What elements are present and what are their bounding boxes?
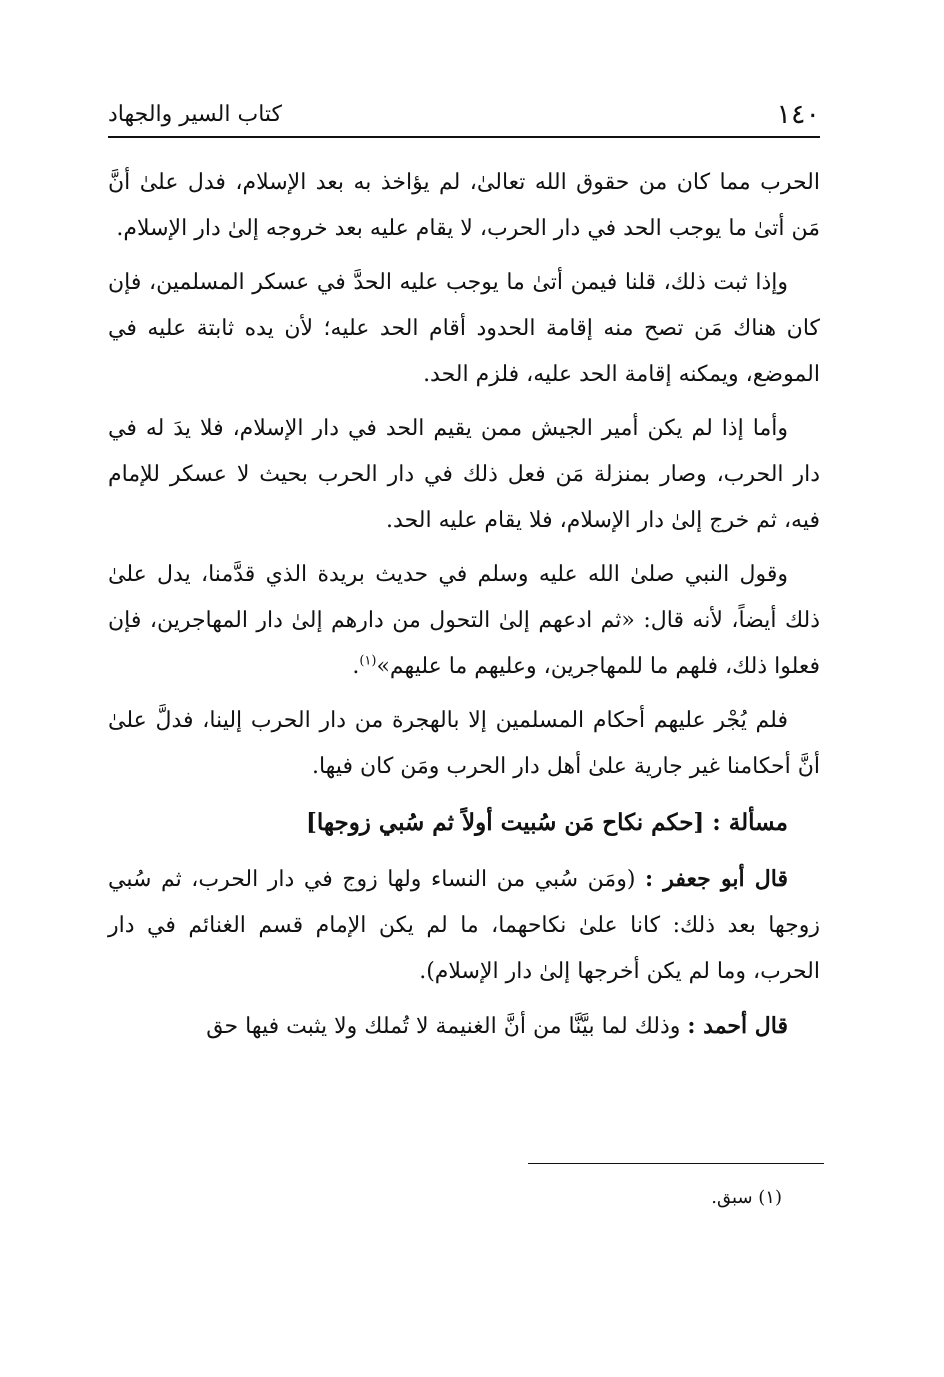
speaker-abu-jafar: قال أبو جعفر : — [644, 866, 788, 892]
paragraph-7 — [108, 1003, 820, 1050]
speaker-ahmad: قال أحمد : — [687, 1013, 788, 1039]
paragraph-7-text: وذلك لما بيَّنَّا من أنَّ الغنيمة لا تُملك ولا يثبت فيها حق — [206, 1014, 688, 1039]
paragraph-4 — [108, 552, 820, 690]
paragraph-4-end: . — [352, 654, 360, 679]
page-number: ١٤٠ — [776, 98, 820, 130]
paragraph-4-text: وقول النبي صلىٰ الله عليه وسلم في حديث بريدة الذي قدَّمنا، يدل علىٰ ذلك أيضاً، لأنه قال: «ثم ادعهم إلىٰ التحول من دارهم إلىٰ دار المهاجرين، فإن فعلوا ذلك، فلهم ما للمهاجرين، وعليهم ما عليهم» — [108, 562, 820, 679]
paragraph-5: فلم يُجْر عليهم أحكام المسلمين إلا بالهجرة من دار الحرب إلينا، فدلَّ علىٰ أنَّ أحكامنا غير جارية علىٰ أهل دار الحرب ومَن كان فيها. — [108, 708, 820, 779]
paragraph-3: وأما إذا لم يكن أمير الجيش ممن يقيم الحد في دار الإسلام، فلا يدَ له في دار الحرب، وصار بمنزلة مَن فعل ذلك في دار الحرب بحيث لا عسكر للإمام فيه، ثم خرج إلىٰ دار الإسلام، فلا يقام عليه الحد. — [108, 416, 820, 533]
running-header — [108, 92, 820, 138]
issue-heading: مسألة : [حكم نكاح مَن سُبيت أولاً ثم سُبي زوجها] — [305, 809, 788, 836]
body-text — [108, 160, 820, 1058]
footnote-divider — [528, 1163, 824, 1164]
footnote-reference-1[interactable]: (١) — [359, 653, 377, 669]
book-title: كتاب السير والجهاد — [108, 101, 283, 127]
footnote-1: (١) سبق. — [711, 1187, 782, 1208]
paragraph-1: الحرب مما كان من حقوق الله تعالىٰ، لم يؤاخذ به بعد الإسلام، فدل علىٰ أنَّ مَن أتىٰ ما يوجب الحد في دار الحرب، لا يقام عليه بعد خروجه إلىٰ دار الإسلام. — [108, 170, 820, 241]
paragraph-2: وإذا ثبت ذلك، قلنا فيمن أتىٰ ما يوجب عليه الحدَّ في عسكر المسلمين، فإن كان هناك مَن تصح منه إقامة الحدود أقام الحد عليه؛ لأن يده ثابتة عليه في الموضع، ويمكنه إقامة الحد عليه، فلزم الحد. — [108, 270, 820, 387]
paragraph-6 — [108, 856, 820, 995]
paragraph-6-text: (ومَن سُبي من النساء ولها زوج في دار الحرب، ثم سُبي زوجها بعد ذلك: كانا علىٰ نكاحهما، ما لم يكن الإمام قسم الغنائم في دار الحرب، وما لم يكن أخرجها إلىٰ دار الإسلام). — [108, 867, 820, 984]
